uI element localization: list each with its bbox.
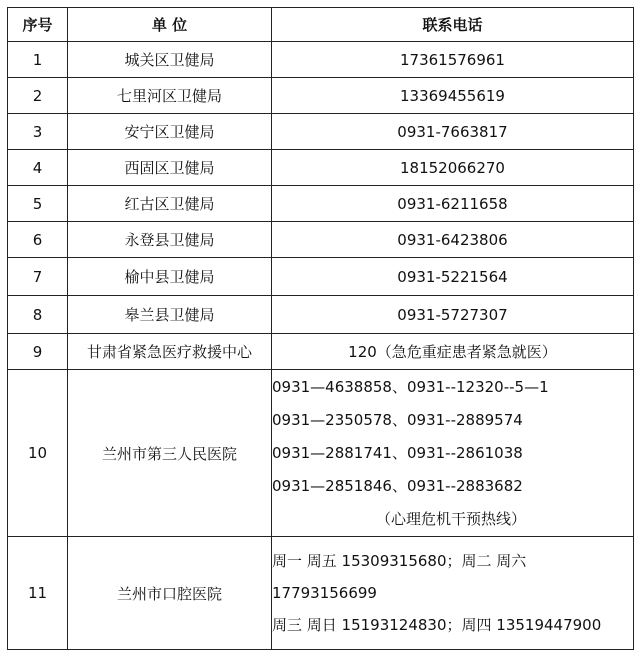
table-row [8, 150, 634, 186]
table-row [8, 258, 634, 296]
phone-line: 0931—2350578、0931--2889574 [272, 410, 523, 429]
row-phone: 0931-5727307 [272, 296, 634, 334]
row-unit: 皋兰县卫健局 [68, 296, 272, 334]
row-seq: 4 [8, 150, 68, 186]
row-unit: 兰州市第三人民医院 [68, 370, 272, 537]
row-phone-multiline [272, 370, 634, 537]
phone-line: 0931—2881741、0931--2861038 [272, 443, 523, 462]
row-seq: 3 [8, 114, 68, 150]
phone-line: 0931—2851846、0931--2883682 [272, 476, 523, 495]
row-unit: 城关区卫健局 [68, 42, 272, 78]
row-seq: 6 [8, 222, 68, 258]
row-seq: 7 [8, 258, 68, 296]
row-seq: 1 [8, 42, 68, 78]
row-seq: 5 [8, 186, 68, 222]
row-phone: 13369455619 [272, 78, 634, 114]
row-unit: 七里河区卫健局 [68, 78, 272, 114]
header-phone: 联系电话 [272, 8, 634, 42]
table-row [8, 222, 634, 258]
table-row [8, 370, 634, 537]
phone-line: 周三 周日 15193124830；周四 13519447900 [272, 616, 602, 634]
row-phone: 0931-6423806 [272, 222, 634, 258]
hotline-note: （心理危机干预热线） [376, 509, 527, 528]
phone-line: 17793156699 [272, 584, 377, 602]
table-row [8, 296, 634, 334]
row-unit: 兰州市口腔医院 [68, 537, 272, 650]
row-unit: 榆中县卫健局 [68, 258, 272, 296]
table-row [8, 186, 634, 222]
header-unit: 单 位 [68, 8, 272, 42]
table-row [8, 537, 634, 650]
table-row [8, 334, 634, 370]
row-unit: 西固区卫健局 [68, 150, 272, 186]
row-seq: 2 [8, 78, 68, 114]
row-phone: 17361576961 [272, 42, 634, 78]
row-phone: 0931-6211658 [272, 186, 634, 222]
contact-table [7, 7, 634, 650]
row-phone: 0931-7663817 [272, 114, 634, 150]
row-unit: 永登县卫健局 [68, 222, 272, 258]
row-phone: 18152066270 [272, 150, 634, 186]
table-row [8, 78, 634, 114]
row-phone: 120（急危重症患者紧急就医） [272, 334, 634, 370]
phone-line: 0931—4638858、0931--12320--5—1 [272, 377, 549, 396]
phone-line: 周一 周五 15309315680；周二 周六 [272, 552, 527, 570]
row-phone-multiline [272, 537, 634, 650]
row-seq: 9 [8, 334, 68, 370]
row-seq: 10 [8, 370, 68, 537]
header-row [8, 8, 634, 42]
row-phone: 0931-5221564 [272, 258, 634, 296]
header-seq: 序号 [8, 8, 68, 42]
row-unit: 红古区卫健局 [68, 186, 272, 222]
table-row [8, 114, 634, 150]
row-unit: 甘肃省紧急医疗救援中心 [68, 334, 272, 370]
row-seq: 8 [8, 296, 68, 334]
row-seq: 11 [8, 537, 68, 650]
table-row [8, 42, 634, 78]
row-unit: 安宁区卫健局 [68, 114, 272, 150]
